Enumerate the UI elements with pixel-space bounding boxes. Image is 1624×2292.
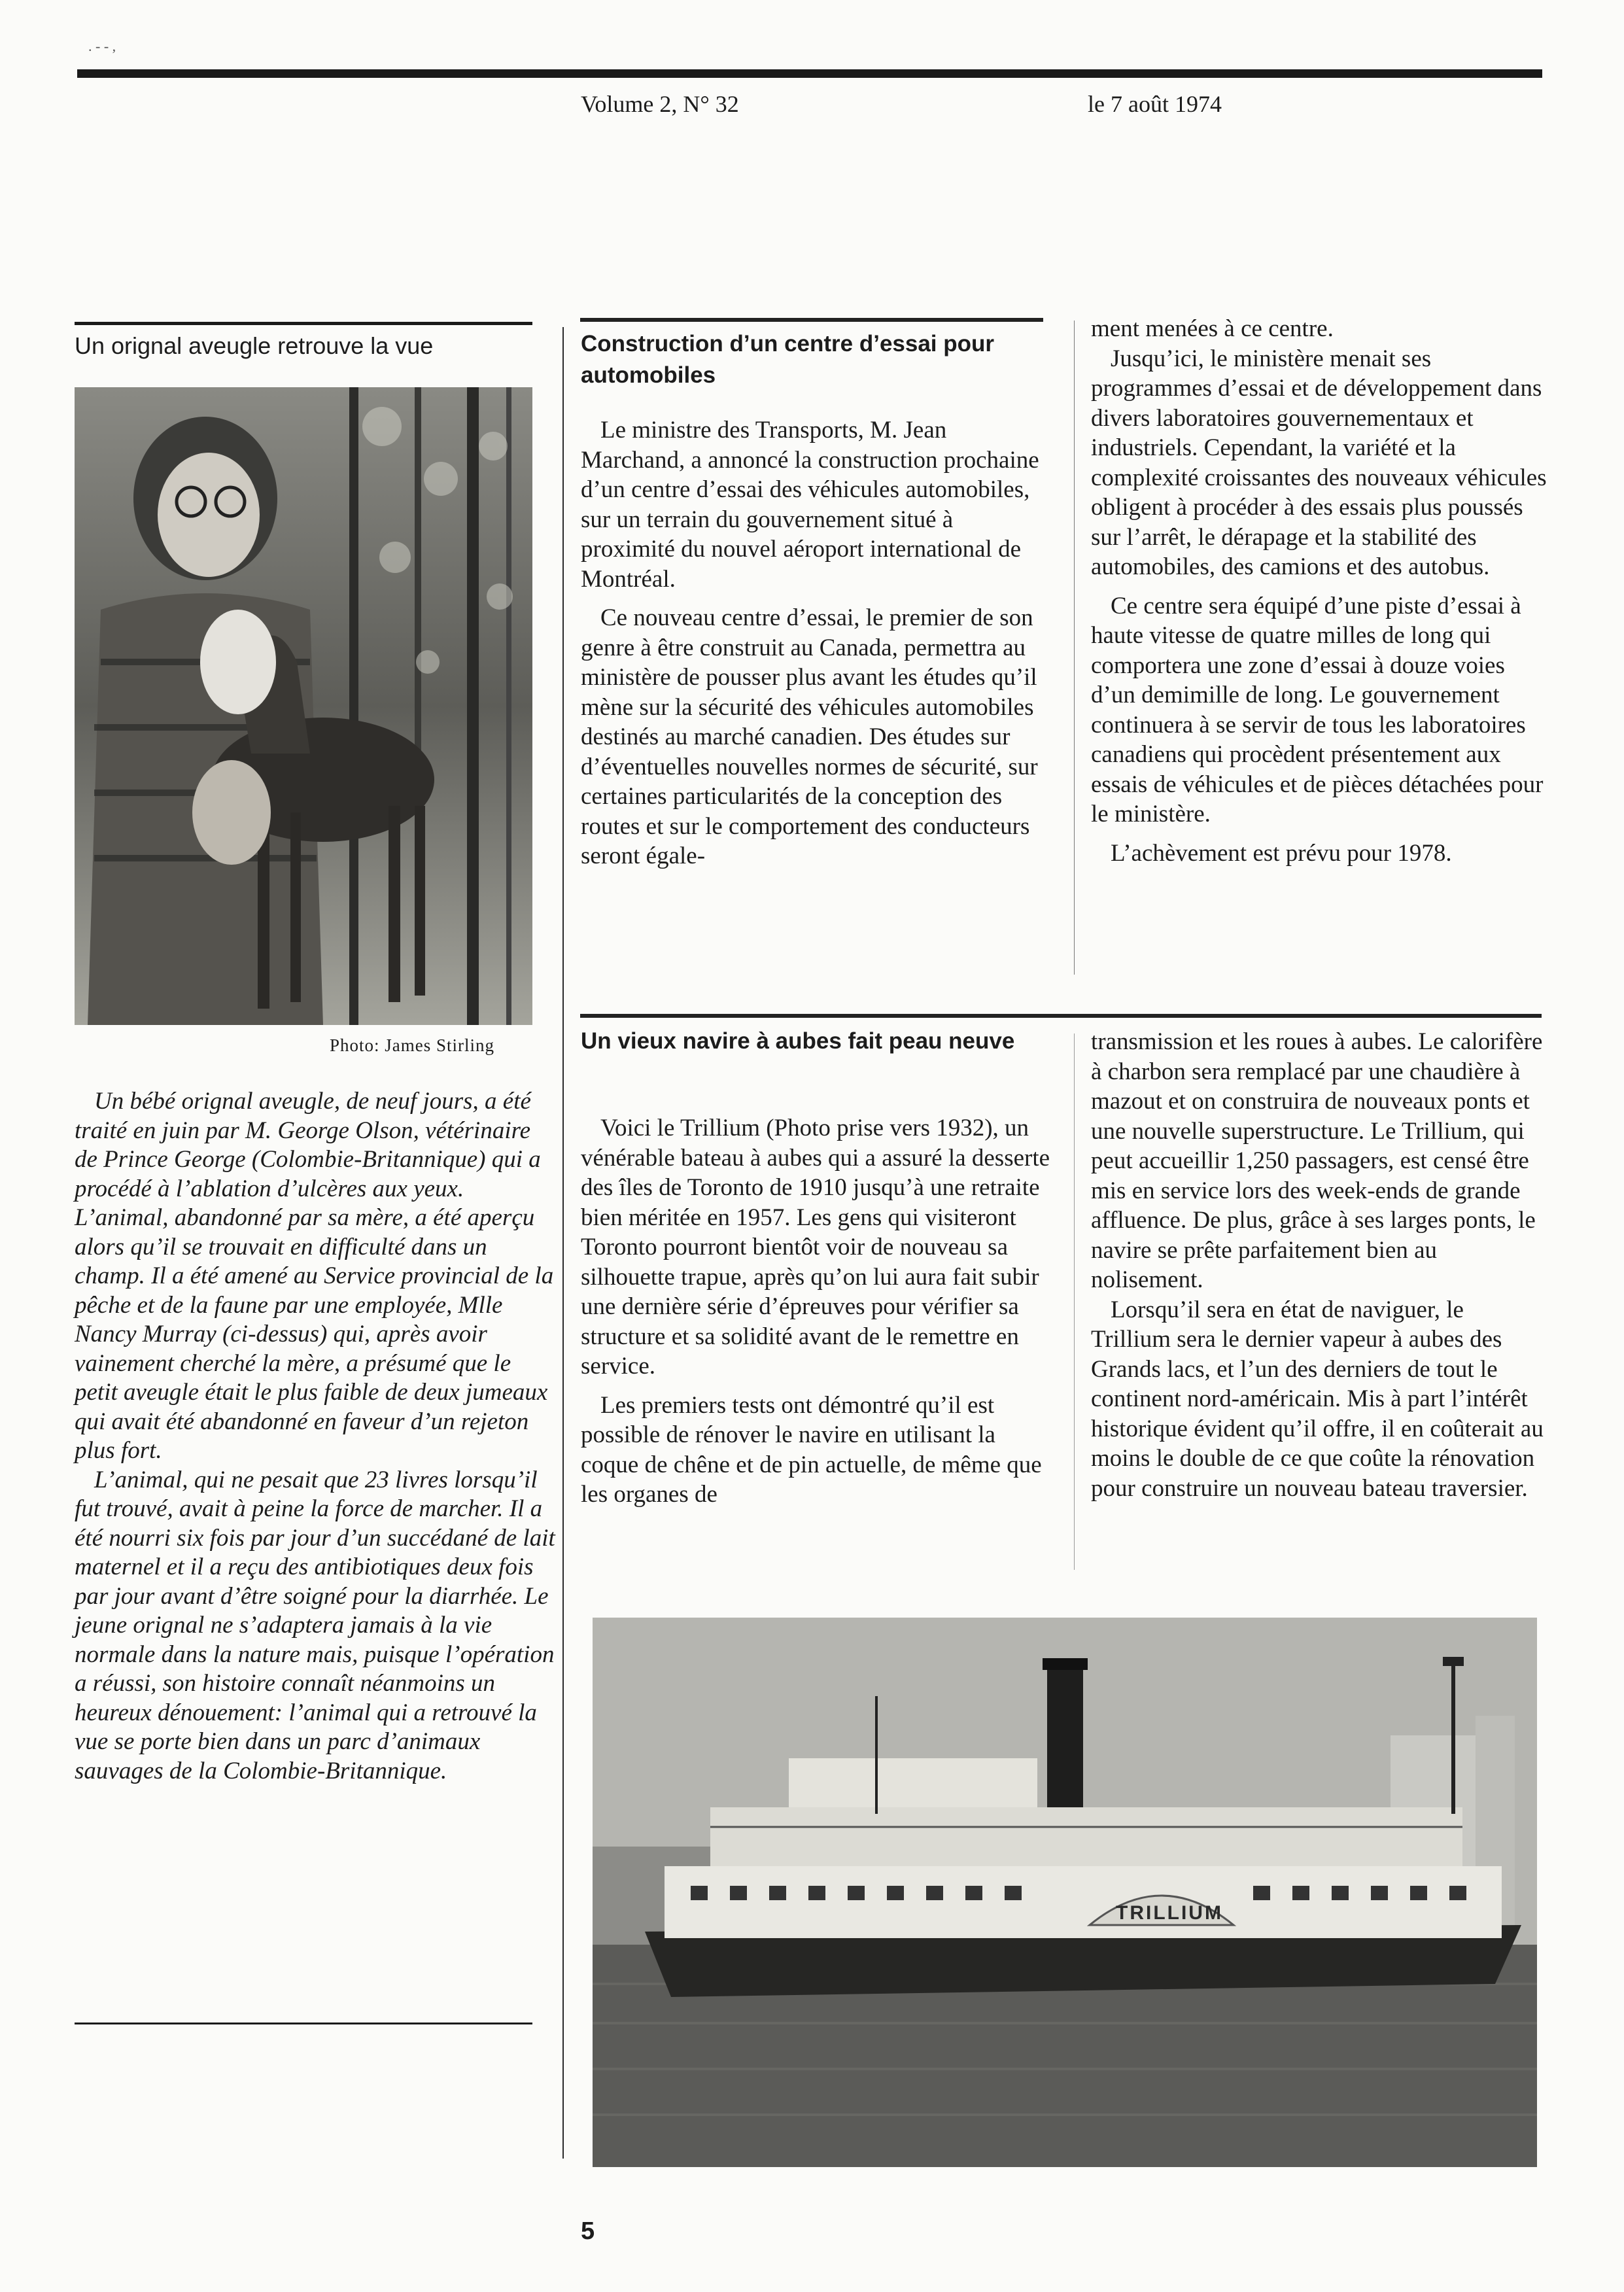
auto-article-title: Construction d’un centre d’essai pour automobiles — [581, 331, 995, 388]
moose-article-body — [75, 1087, 555, 1786]
auto-paragraph-1: Le ministre des Transports, M. Jean Marchand, a annoncé la construction prochaine d’un centre d’essai des véhicules automobiles, sur un terrain du gouvernement situé à proximité du nouvel aéroport international de Montréal. — [581, 417, 1039, 593]
column-divider-middle-lower — [1074, 1033, 1075, 1570]
ship-article-title: Un vieux navire à aubes fait peau neuve — [581, 1028, 1015, 1054]
auto-paragraph-4: Ce centre sera équipé d’une piste d’essai à haute vitesse de quatre milles de long qui comportera une zone d’essai à douze voies d’un demimille de long. Le gouvernement continuera à se servir de tous les laboratoires canadiens qui procèdent présentement aux essais de véhicules et de pièces détachées pour le ministère. — [1091, 592, 1544, 827]
ship-title-rule — [580, 1014, 1542, 1018]
column-divider-middle — [1074, 321, 1075, 975]
auto-article-col1 — [581, 415, 1052, 871]
moose-title-rule — [75, 322, 532, 325]
auto-title-rule — [580, 318, 1043, 322]
issue-date: le 7 août 1974 — [1088, 91, 1222, 117]
ship-article-col2 — [1091, 1027, 1549, 1503]
moose-photo-credit: Photo: James Stirling — [330, 1035, 495, 1055]
moose-paragraph-1: Un bébé orignal aveugle, de neuf jours, a été traité en juin par M. George Olson, vétérinaire de Prince George (Colombie-Britannique) qui a procédé à l’ablation d’ulcères aux yeux. L’animal, abandonné par sa mère, a été aperçu alors qu’il se trouvait en difficulté dans un champ. Il a été amené au Service provincial de la pêche et de la faune par une employée, Mlle Nancy Murray (ci-dessus) qui, après avoir vainement cherché la mère, a présumé que le petit aveugle était le plus faible de deux jumeaux qui avait été abandonné en faveur d’un rejeton plus fort. — [75, 1088, 554, 1464]
trillium-photo — [593, 1618, 1537, 2167]
moose-end-rule — [75, 2023, 532, 2024]
ship-col2-continuation: transmission et les roues à aubes. Le calorifère à charbon sera remplacé par une chaudière à mazout et on construira de nouveaux ponts et une nouvelle superstructure. Le Trillium, qui peut accueillir 1,250 passagers, est censé être mis en service lors des week-ends de grande affluence. De plus, grâce à ses larges ponts, le navire se prête parfaitement bien au nolisement. — [1091, 1028, 1543, 1293]
auto-article-col2 — [1091, 314, 1549, 868]
auto-paragraph-5: L’achèvement est prévu pour 1978. — [1111, 839, 1452, 867]
header-marks: . - - , — [88, 38, 116, 54]
ship-paragraph-1: Voici le Trillium (Photo prise vers 1932), un vénérable bateau à aubes qui a assuré la desserte des îles de Toronto de 1910 jusqu’à une retraite bien méritée en 1957. Les gens qui visiteront Toronto pourront bientôt voir de nouveau sa silhouette trapue, après qu’on lui aura fait subir une dernière série d’épreuves pour vérifier sa structure et sa solidité avant de le remettre en service. — [581, 1115, 1050, 1380]
issue-volume: Volume 2, N° 32 — [581, 91, 739, 117]
trillium-hull-name: TRILLIUM — [1116, 1902, 1223, 1924]
ship-article-col1 — [581, 1113, 1052, 1510]
moose-article-title: Un orignal aveugle retrouve la vue — [75, 332, 434, 359]
column-divider-left — [562, 327, 564, 2159]
moose-photo — [75, 387, 532, 1025]
page-number: 5 — [581, 2217, 595, 2245]
auto-paragraph-3: Jusqu’ici, le ministère menait ses programmes d’essai et de développement dans divers laboratoires gouvernementaux et industriels. Cependant, la variété et la complexité croissantes des nouveaux véhicules obligent à procéder à des essais plus poussés sur l’arrêt, le dérapage et la stabilité des automobiles, des camions et des autobus. — [1091, 345, 1547, 580]
ship-paragraph-2: Les premiers tests ont démontré qu’il est possible de rénover le navire en utilisant la coque de chêne et de pin actuelle, de même que les organes de — [581, 1391, 1042, 1508]
auto-col2-continuation: ment menées à ce centre. — [1091, 315, 1334, 342]
auto-paragraph-2: Ce nouveau centre d’essai, le premier de son genre à être construit au Canada, permettra au ministère de pousser plus avant les études qu’il mène sur la sécurité des véhicules automobiles destinés au marché canadien. Des études sur d’éventuelles nouvelles normes de sécurité, sur certaines particularités de la conception des routes et sur le comportement des conducteurs seront égale- — [581, 604, 1038, 869]
ship-paragraph-3: Lorsqu’il sera en état de naviguer, le Trillium sera le dernier vapeur à aubes des Grands lacs, et l’un des derniers de tout le continent nord-américain. Mis à part l’intérêt historique évident qu’il offre, il en coûterait au moins le double de ce que coûte la rénovation pour construire un nouveau bateau traversier. — [1091, 1296, 1544, 1502]
header-rule — [77, 69, 1542, 78]
moose-paragraph-2: L’animal, qui ne pesait que 23 livres lorsqu’il fut trouvé, avait à peine la force de marcher. Il a été nourri six fois par jour d’un succédané de lait maternel et il a reçu des antibiotiques deux fois par jour avant d’être soigné pour la diarrhée. Le jeune orignal ne s’adaptera jamais à la vie normale dans la nature mais, puisque l’opération a réussi, son histoire connaît néanmoins un heureux dénouement: l’animal qui a retrouvé la vue se porte bien dans un parc d’animaux sauvages de la Colombie-Britannique. — [75, 1466, 555, 1784]
